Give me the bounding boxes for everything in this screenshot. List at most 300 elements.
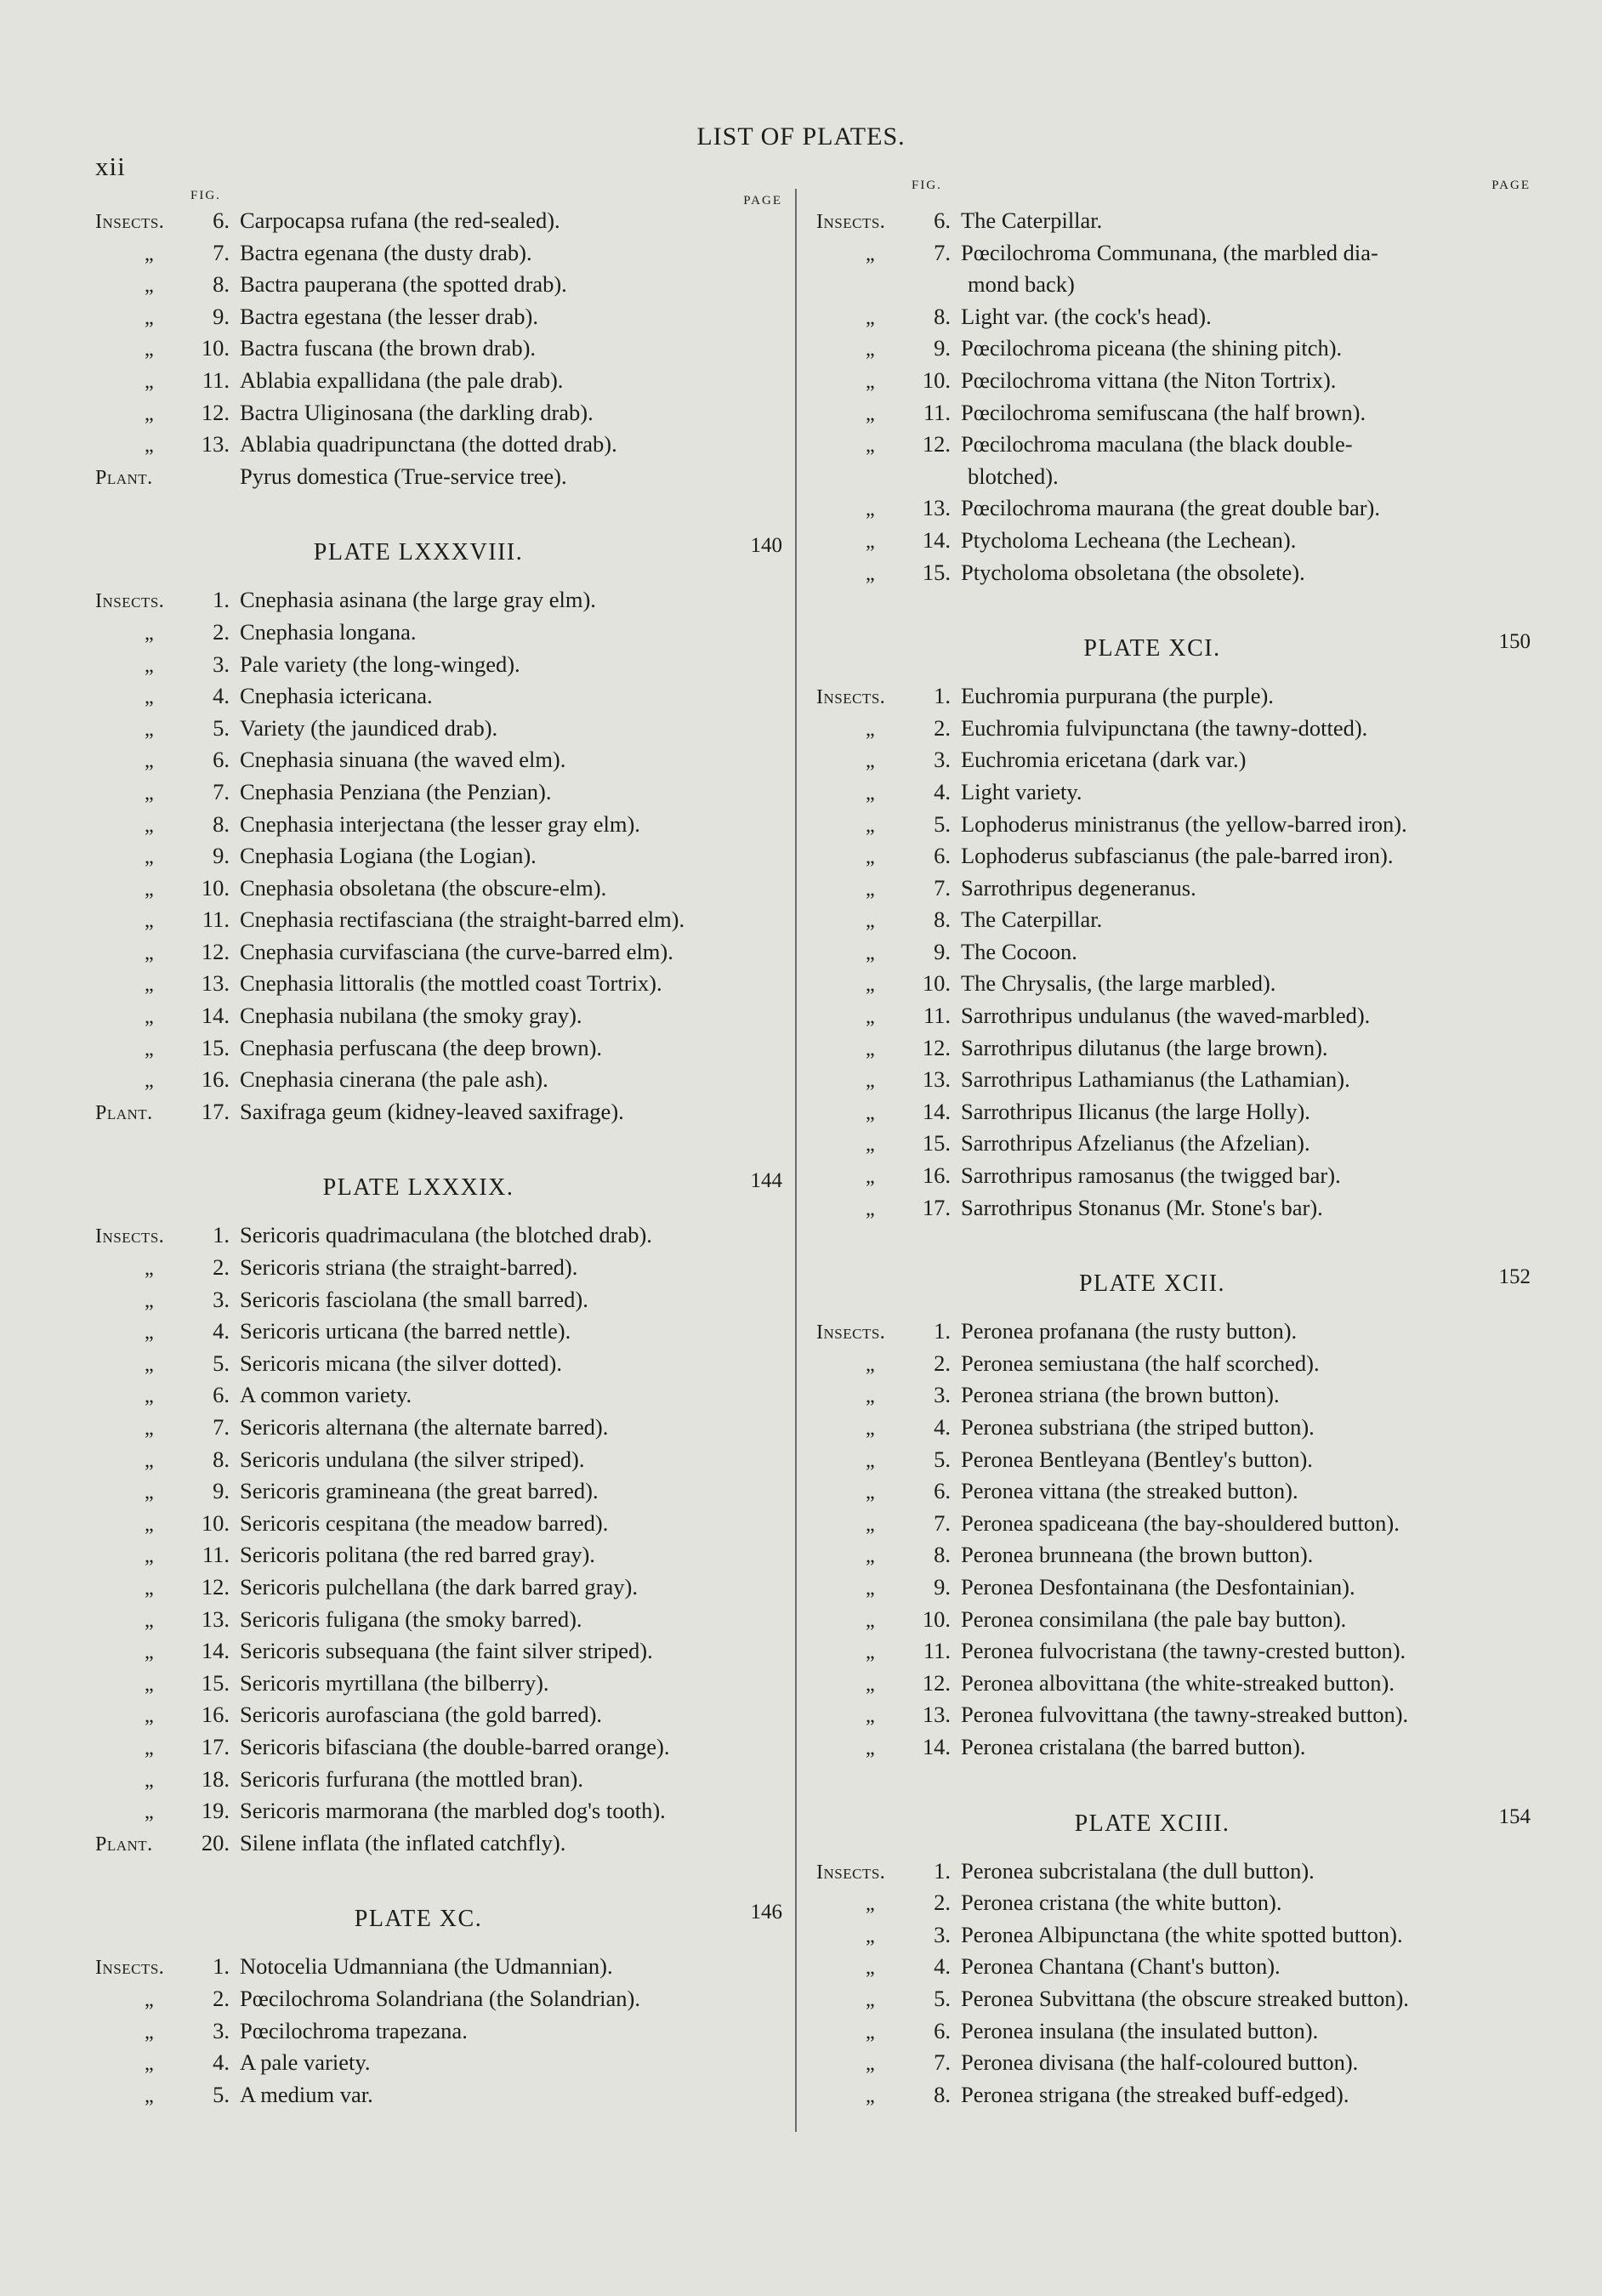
ditto-mark: „ (866, 814, 876, 837)
ditto-mark: „ (145, 686, 155, 709)
entry-text: Ptycholoma Lecheana (the Lechean). (961, 526, 1297, 553)
fig-number: 12. (922, 431, 951, 457)
plate-page-number: 150 (1498, 630, 1531, 654)
category-label: Insects. (95, 1957, 165, 1980)
entry-text: Sericoris pulchellana (the dark barred gray). (240, 1573, 638, 1600)
entry-text: Sarrothripus ramosanus (the twigged bar). (961, 1162, 1341, 1189)
plate-entry (95, 1066, 782, 1099)
plate-entry (816, 527, 1531, 560)
fig-number: 8. (934, 906, 951, 933)
ditto-mark: „ (866, 1609, 876, 1632)
ditto-mark: „ (145, 781, 155, 804)
plate-entries (816, 683, 1531, 1226)
plate-entry (95, 1766, 782, 1799)
fig-number: 8. (934, 2081, 951, 2107)
entry-text: Bactra egestana (the lesser drab). (240, 303, 538, 329)
plate-entry (816, 1510, 1531, 1543)
entry-text: Cnephasia nubilana (the smoky gray). (240, 1003, 582, 1029)
plate-entry (95, 2018, 782, 2050)
fig-number: 9. (934, 1573, 951, 1600)
entry-text: A common variety. (240, 1382, 412, 1408)
entry-text: Cnephasia Penziana (the Penzian). (240, 778, 552, 804)
fig-number: 15. (201, 1669, 230, 1696)
entry-text: Cnephasia asinana (the large gray elm). (240, 587, 596, 613)
entry-text: Peronea albovittana (the white-streaked button). (961, 1669, 1395, 1696)
page-label: PAGE (743, 194, 782, 207)
fig-number: 14. (201, 1638, 230, 1664)
fig-number: 6. (934, 207, 951, 233)
ditto-mark: „ (145, 622, 155, 645)
fig-number: 12. (922, 1669, 951, 1696)
ditto-mark: „ (145, 1258, 155, 1281)
category-label: Insects. (95, 590, 165, 613)
ditto-mark: „ (145, 941, 155, 964)
plate-heading (816, 1255, 1531, 1306)
fig-number: 13. (201, 970, 230, 997)
plate-heading (95, 1159, 782, 1210)
entry-text: Sericoris marmorana (the marbled dog's tooth). (240, 1798, 666, 1824)
entry-text: Pœcilochroma maurana (the great double bar). (961, 495, 1380, 521)
fig-number: 7. (213, 1414, 230, 1440)
entry-text: Pœcilochroma semifuscana (the half brown). (961, 399, 1366, 425)
plate-entry (816, 715, 1531, 747)
entry-text: Sericoris alternana (the alternate barred). (240, 1414, 609, 1440)
entry-text: Cnephasia cinerana (the pale ash). (240, 1066, 548, 1093)
ditto-mark: „ (866, 1385, 876, 1408)
entry-text: Peronea vittana (the streaked button). (961, 1478, 1298, 1504)
plate-entries (95, 1222, 782, 1861)
fig-label: FIG. (912, 179, 942, 192)
plate-entry (95, 587, 782, 619)
plate-entry (95, 1478, 782, 1510)
category-label: Insects. (816, 1861, 886, 1884)
plate-entry (95, 1382, 782, 1414)
plate-entry (95, 1798, 782, 1830)
plate-entry (816, 970, 1531, 1003)
category-label: Plant. (95, 1833, 153, 1856)
ditto-mark: „ (145, 1545, 155, 1568)
entry-text: Silene inflata (the inflated catchfly). (240, 1829, 566, 1856)
ditto-mark: „ (866, 1893, 876, 1916)
plate-entry (816, 939, 1531, 971)
entry-text: Sericoris urticana (the barred nettle). (240, 1318, 571, 1344)
entry-text: Peronea semiustana (the half scorched). (961, 1350, 1320, 1376)
ditto-mark: „ (866, 1418, 876, 1440)
fig-number: 3. (213, 1286, 230, 1312)
left-lead-entries (95, 207, 782, 495)
fig-number: 6. (213, 747, 230, 773)
entry-text: A pale variety. (240, 2049, 371, 2076)
plate-entry (95, 1510, 782, 1543)
entry-text: Peronea substriana (the striped button). (961, 1414, 1315, 1440)
fig-number: 17. (201, 1733, 230, 1759)
fig-number: 11. (202, 367, 230, 393)
right-plates (816, 620, 1531, 2113)
entry-text: Cnephasia rectifasciana (the straight-barred elm). (240, 906, 685, 933)
plate-entry (816, 747, 1531, 779)
ditto-mark: „ (145, 1609, 155, 1632)
entry-text: Pyrus domestica (True-service tree). (240, 463, 567, 489)
plate-entry (816, 1606, 1531, 1639)
plate-entry (95, 400, 782, 432)
fig-number: 7. (934, 2049, 951, 2076)
left-plates (95, 524, 782, 2113)
fig-number: 16. (922, 1162, 951, 1189)
ditto-mark: „ (145, 1769, 155, 1792)
ditto-mark: „ (866, 1988, 876, 2011)
entry-text: The Cocoon. (961, 938, 1077, 964)
plate-entry (95, 335, 782, 367)
ditto-mark: „ (866, 370, 876, 393)
entry-text: Pœcilochroma piceana (the shining pitch). (961, 335, 1343, 361)
ditto-mark: „ (866, 1449, 876, 1472)
plate-entry (95, 1287, 782, 1319)
entry-text: Sericoris fasciolana (the small barred). (240, 1286, 588, 1312)
ditto-mark: „ (145, 1449, 155, 1472)
plate-entry (816, 2082, 1531, 2114)
entry-text: Light var. (the cock's head). (961, 303, 1212, 329)
fig-number: 9. (213, 303, 230, 329)
fig-number: 11. (923, 1638, 951, 1664)
ditto-mark: „ (866, 2020, 876, 2043)
plate-title: PLATE XCIII. (1074, 1810, 1230, 1837)
fig-number: 6. (213, 207, 230, 233)
ditto-mark: „ (866, 338, 876, 361)
plate-entry (816, 2018, 1531, 2050)
plate-title: PLATE LXXXVIII. (313, 539, 524, 566)
entry-text: Peronea subcristalana (the dull button). (961, 1857, 1315, 1884)
plate-entry (95, 271, 782, 304)
ditto-mark: „ (866, 306, 876, 329)
category-label: Insects. (816, 211, 886, 233)
category-label: Insects. (95, 211, 165, 233)
entry-text: Sarrothripus dilutanus (the large brown). (961, 1034, 1328, 1060)
plate-section (816, 620, 1531, 1226)
ditto-mark: „ (145, 338, 155, 361)
category-label: Insects. (816, 686, 886, 709)
plate-entry (816, 1414, 1531, 1446)
fig-number: 3. (934, 1382, 951, 1408)
entry-text: Lophoderus subfascianus (the pale-barred iron). (961, 843, 1394, 869)
plate-title: PLATE XC. (354, 1906, 483, 1933)
plate-entry (816, 1382, 1531, 1414)
fig-number: 6. (213, 1382, 230, 1408)
fig-number: 14. (922, 526, 951, 553)
ditto-mark: „ (145, 654, 155, 677)
ditto-mark: „ (866, 2053, 876, 2076)
fig-number: 12. (201, 938, 230, 964)
fig-number: 15. (922, 559, 951, 585)
fig-number: 7. (934, 239, 951, 265)
plate-entry (95, 970, 782, 1003)
fig-number: 13. (201, 431, 230, 457)
plate-section (816, 1795, 1531, 2114)
plate-entry (95, 843, 782, 875)
plate-entry (816, 875, 1531, 907)
ditto-mark: „ (866, 1673, 876, 1696)
ditto-mark: „ (145, 1736, 155, 1759)
ditto-mark: „ (145, 1418, 155, 1440)
fig-label: FIG. (190, 189, 221, 202)
entry-text: Sericoris gramineana (the great barred). (240, 1478, 599, 1504)
plate-entry (816, 1734, 1531, 1766)
entry-text: Cnephasia littoralis (the mottled coast Tortrix). (240, 970, 662, 997)
plate-entry (816, 560, 1531, 592)
entry-text: Peronea Subvittana (the obscure streaked button). (961, 1985, 1409, 2011)
ditto-mark: „ (866, 1513, 876, 1536)
plate-entry (95, 779, 782, 811)
entry-text: Cnephasia curvifasciana (the curve-barred elm). (240, 938, 673, 964)
fig-number: 14. (201, 1003, 230, 1029)
entry-text: mond back) (968, 271, 1075, 298)
fig-number: 17. (922, 1194, 951, 1220)
plate-section (95, 1159, 782, 1861)
fig-number: 6. (934, 843, 951, 869)
fig-number: 5. (213, 1350, 230, 1376)
entry-text: Sericoris myrtillana (the bilberry). (240, 1669, 549, 1696)
left-column (95, 179, 782, 2113)
fig-number: 4. (213, 683, 230, 709)
entry-text: The Caterpillar. (961, 207, 1103, 233)
fig-number: 7. (934, 1509, 951, 1536)
entry-text: Euchromia fulvipunctana (the tawny-dotted). (961, 714, 1368, 741)
category-label: Plant. (95, 1101, 153, 1124)
fig-number: 12. (201, 1573, 230, 1600)
ditto-mark: „ (866, 1134, 876, 1157)
entry-text: Sericoris furfurana (the mottled bran). (240, 1765, 583, 1792)
page-label: PAGE (1491, 179, 1531, 192)
ditto-mark: „ (866, 1070, 876, 1093)
ditto-mark: „ (866, 941, 876, 964)
ditto-mark: „ (866, 562, 876, 585)
plate-entry (95, 1446, 782, 1479)
plate-entry (95, 1953, 782, 1986)
plate-title: PLATE XCI. (1083, 635, 1221, 662)
entry-text: Lophoderus ministranus (the yellow-barred iron). (961, 810, 1407, 837)
fig-number: 7. (934, 874, 951, 901)
entry-text: Peronea fulvovittana (the tawny-streaked button). (961, 1702, 1409, 1728)
entry-text: Pœcilochroma maculana (the black double- (961, 431, 1353, 457)
fig-number: 5. (934, 1446, 951, 1472)
plate-title: PLATE XCII. (1078, 1270, 1226, 1298)
ditto-mark: „ (145, 242, 155, 265)
plate-entry (816, 1195, 1531, 1227)
plate-entry (816, 400, 1531, 432)
fig-number: 9. (213, 843, 230, 869)
plate-section (816, 1255, 1531, 1765)
entry-text: Cnephasia ictericana. (240, 683, 433, 709)
entry-text: Sericoris undulana (the silver striped). (240, 1446, 585, 1472)
fig-number: 1. (213, 587, 230, 613)
plate-entry (816, 1446, 1531, 1479)
ditto-mark: „ (866, 435, 876, 457)
entry-text: Saxifraga geum (kidney-leaved saxifrage). (240, 1098, 624, 1124)
ditto-mark: „ (866, 498, 876, 521)
category-label: Insects. (816, 1321, 886, 1344)
entry-text: Sericoris cespitana (the meadow barred). (240, 1509, 609, 1536)
plate-entry (816, 1670, 1531, 1702)
plate-entry (95, 1003, 782, 1035)
ditto-mark: „ (866, 846, 876, 869)
fig-number: 17. (201, 1098, 230, 1124)
ditto-mark: „ (145, 1513, 155, 1536)
page-title: LIST OF PLATES. (696, 122, 906, 151)
ditto-mark: „ (145, 846, 155, 869)
ditto-mark: „ (866, 1481, 876, 1504)
plate-page-number: 146 (750, 1901, 782, 1924)
column-divider (795, 189, 797, 2132)
fig-number: 10. (201, 1509, 230, 1536)
plate-heading (95, 524, 782, 575)
right-lead-entries (816, 207, 1531, 591)
fig-number: 8. (934, 303, 951, 329)
plate-entry (816, 1922, 1531, 1954)
category-label: Insects. (95, 1225, 165, 1248)
entry-text: Pœcilochroma vittana (the Niton Tortrix). (961, 367, 1337, 393)
entry-text: Sericoris fuligana (the smoky barred). (240, 1605, 582, 1632)
plate-page-number: 154 (1498, 1804, 1531, 1828)
entry-text: Peronea cristalana (the barred button). (961, 1733, 1306, 1759)
fig-number: 7. (213, 239, 230, 265)
ditto-mark: „ (866, 910, 876, 933)
fig-number: 3. (213, 651, 230, 677)
plate-entry (816, 367, 1531, 400)
plate-entry (95, 1606, 782, 1639)
fig-number: 2. (213, 618, 230, 645)
plate-page-number: 144 (750, 1169, 782, 1193)
plate-entry (95, 1414, 782, 1446)
fig-number: 5. (213, 714, 230, 741)
ditto-mark: „ (145, 1673, 155, 1696)
fig-number: 6. (934, 2017, 951, 2043)
entry-text: Euchromia ericetana (dark var.) (961, 747, 1247, 773)
plate-entry (95, 207, 782, 240)
entry-text: Cnephasia interjectana (the lesser gray elm). (240, 810, 640, 837)
fig-number: 5. (934, 810, 951, 837)
fig-number: 10. (201, 874, 230, 901)
ditto-mark: „ (145, 1641, 155, 1664)
left-column-header (95, 179, 782, 207)
ditto-mark: „ (145, 750, 155, 773)
plate-entry (816, 1066, 1531, 1099)
ditto-mark: „ (866, 1545, 876, 1568)
ditto-mark: „ (145, 878, 155, 901)
ditto-mark: „ (145, 974, 155, 997)
plate-entry (95, 811, 782, 844)
entry-text: Sericoris quadrimaculana (the blotched drab). (240, 1222, 652, 1248)
plate-heading (816, 620, 1531, 671)
plate-entry (816, 1858, 1531, 1890)
ditto-mark: „ (145, 306, 155, 329)
fig-number: 15. (201, 1034, 230, 1060)
ditto-mark: „ (145, 910, 155, 933)
ditto-mark: „ (866, 2084, 876, 2107)
fig-number: 10. (201, 335, 230, 361)
fig-number: 12. (922, 1034, 951, 1060)
plate-entry (95, 1350, 782, 1383)
fig-number: 1. (934, 1857, 951, 1884)
plate-entry (816, 1542, 1531, 1574)
plate-entry (95, 906, 782, 939)
fig-number: 18. (201, 1765, 230, 1792)
entry-text: Peronea cristana (the white button). (961, 1890, 1282, 1916)
fig-number: 1. (213, 1222, 230, 1248)
fig-number: 2. (934, 714, 951, 741)
ditto-mark: „ (145, 275, 155, 298)
ditto-mark: „ (866, 750, 876, 773)
plate-entry (816, 1574, 1531, 1606)
entry-text: Bactra fuscana (the brown drab). (240, 335, 537, 361)
ditto-mark: „ (145, 1481, 155, 1504)
plate-entry (816, 431, 1531, 463)
ditto-mark: „ (866, 1736, 876, 1759)
ditto-mark: „ (866, 781, 876, 804)
entry-text: Peronea consimilana (the pale bay button). (961, 1605, 1347, 1632)
entry-text: Pœcilochroma Solandriana (the Solandrian). (240, 1985, 640, 2011)
fig-number: 6. (934, 1478, 951, 1504)
entry-text: Sericoris micana (the silver dotted). (240, 1350, 562, 1376)
entry-text: Notocelia Udmanniana (the Udmannian). (240, 1953, 613, 1980)
fig-number: 11. (202, 906, 230, 933)
plate-entry (816, 1702, 1531, 1734)
category-label: Plant. (95, 466, 153, 489)
fig-number: 8. (213, 1446, 230, 1472)
fig-number: 9. (213, 1478, 230, 1504)
entry-text: Peronea Bentleyana (Bentley's button). (961, 1446, 1313, 1472)
entry-text: Pœcilochroma Communana, (the marbled dia- (961, 239, 1378, 265)
plate-entry (95, 1734, 782, 1766)
plate-entry (95, 2082, 782, 2114)
plate-entry (95, 1035, 782, 1067)
entry-continuation (816, 271, 1531, 304)
entry-text: Pœcilochroma trapezana. (240, 2017, 468, 2043)
entry-text: Ptycholoma obsoletana (the obsolete). (961, 559, 1305, 585)
plate-entry (95, 1099, 782, 1131)
plate-entry (816, 207, 1531, 240)
plate-entry (816, 683, 1531, 715)
entry-text: Sarrothripus Lathamianus (the Lathamian). (961, 1066, 1350, 1093)
entry-text: Pale variety (the long-winged). (240, 651, 520, 677)
plate-entry (816, 843, 1531, 875)
entry-text: Peronea insulana (the insulated button). (961, 2017, 1319, 2043)
entry-text: Ablabia quadripunctana (the dotted drab). (240, 431, 617, 457)
fig-number: 2. (213, 1254, 230, 1281)
entry-text: Peronea Desfontainana (the Desfontainian). (961, 1573, 1355, 1600)
plate-entry (95, 1222, 782, 1254)
ditto-mark: „ (145, 1577, 155, 1600)
plate-entry (95, 367, 782, 400)
ditto-mark: „ (866, 1641, 876, 1664)
fig-number: 14. (922, 1098, 951, 1124)
ditto-mark: „ (866, 1353, 876, 1376)
plate-entry (95, 1574, 782, 1606)
ditto-mark: „ (866, 402, 876, 425)
entry-text: Sericoris bifasciana (the double-barred orange). (240, 1733, 670, 1759)
plate-entry (816, 1350, 1531, 1383)
plate-entry (816, 2049, 1531, 2082)
entry-continuation (816, 463, 1531, 496)
ditto-mark: „ (866, 974, 876, 997)
fig-number: 4. (213, 2049, 230, 2076)
entry-text: Sericoris subsequana (the faint silver striped). (240, 1638, 653, 1664)
ditto-mark: „ (866, 1197, 876, 1220)
entry-text: Sericoris striana (the straight-barred). (240, 1254, 578, 1281)
plate-entry (816, 779, 1531, 811)
fig-number: 3. (213, 2017, 230, 2043)
plate-entry (95, 715, 782, 747)
entry-text: Cnephasia Logiana (the Logian). (240, 843, 537, 869)
ditto-mark: „ (145, 435, 155, 457)
